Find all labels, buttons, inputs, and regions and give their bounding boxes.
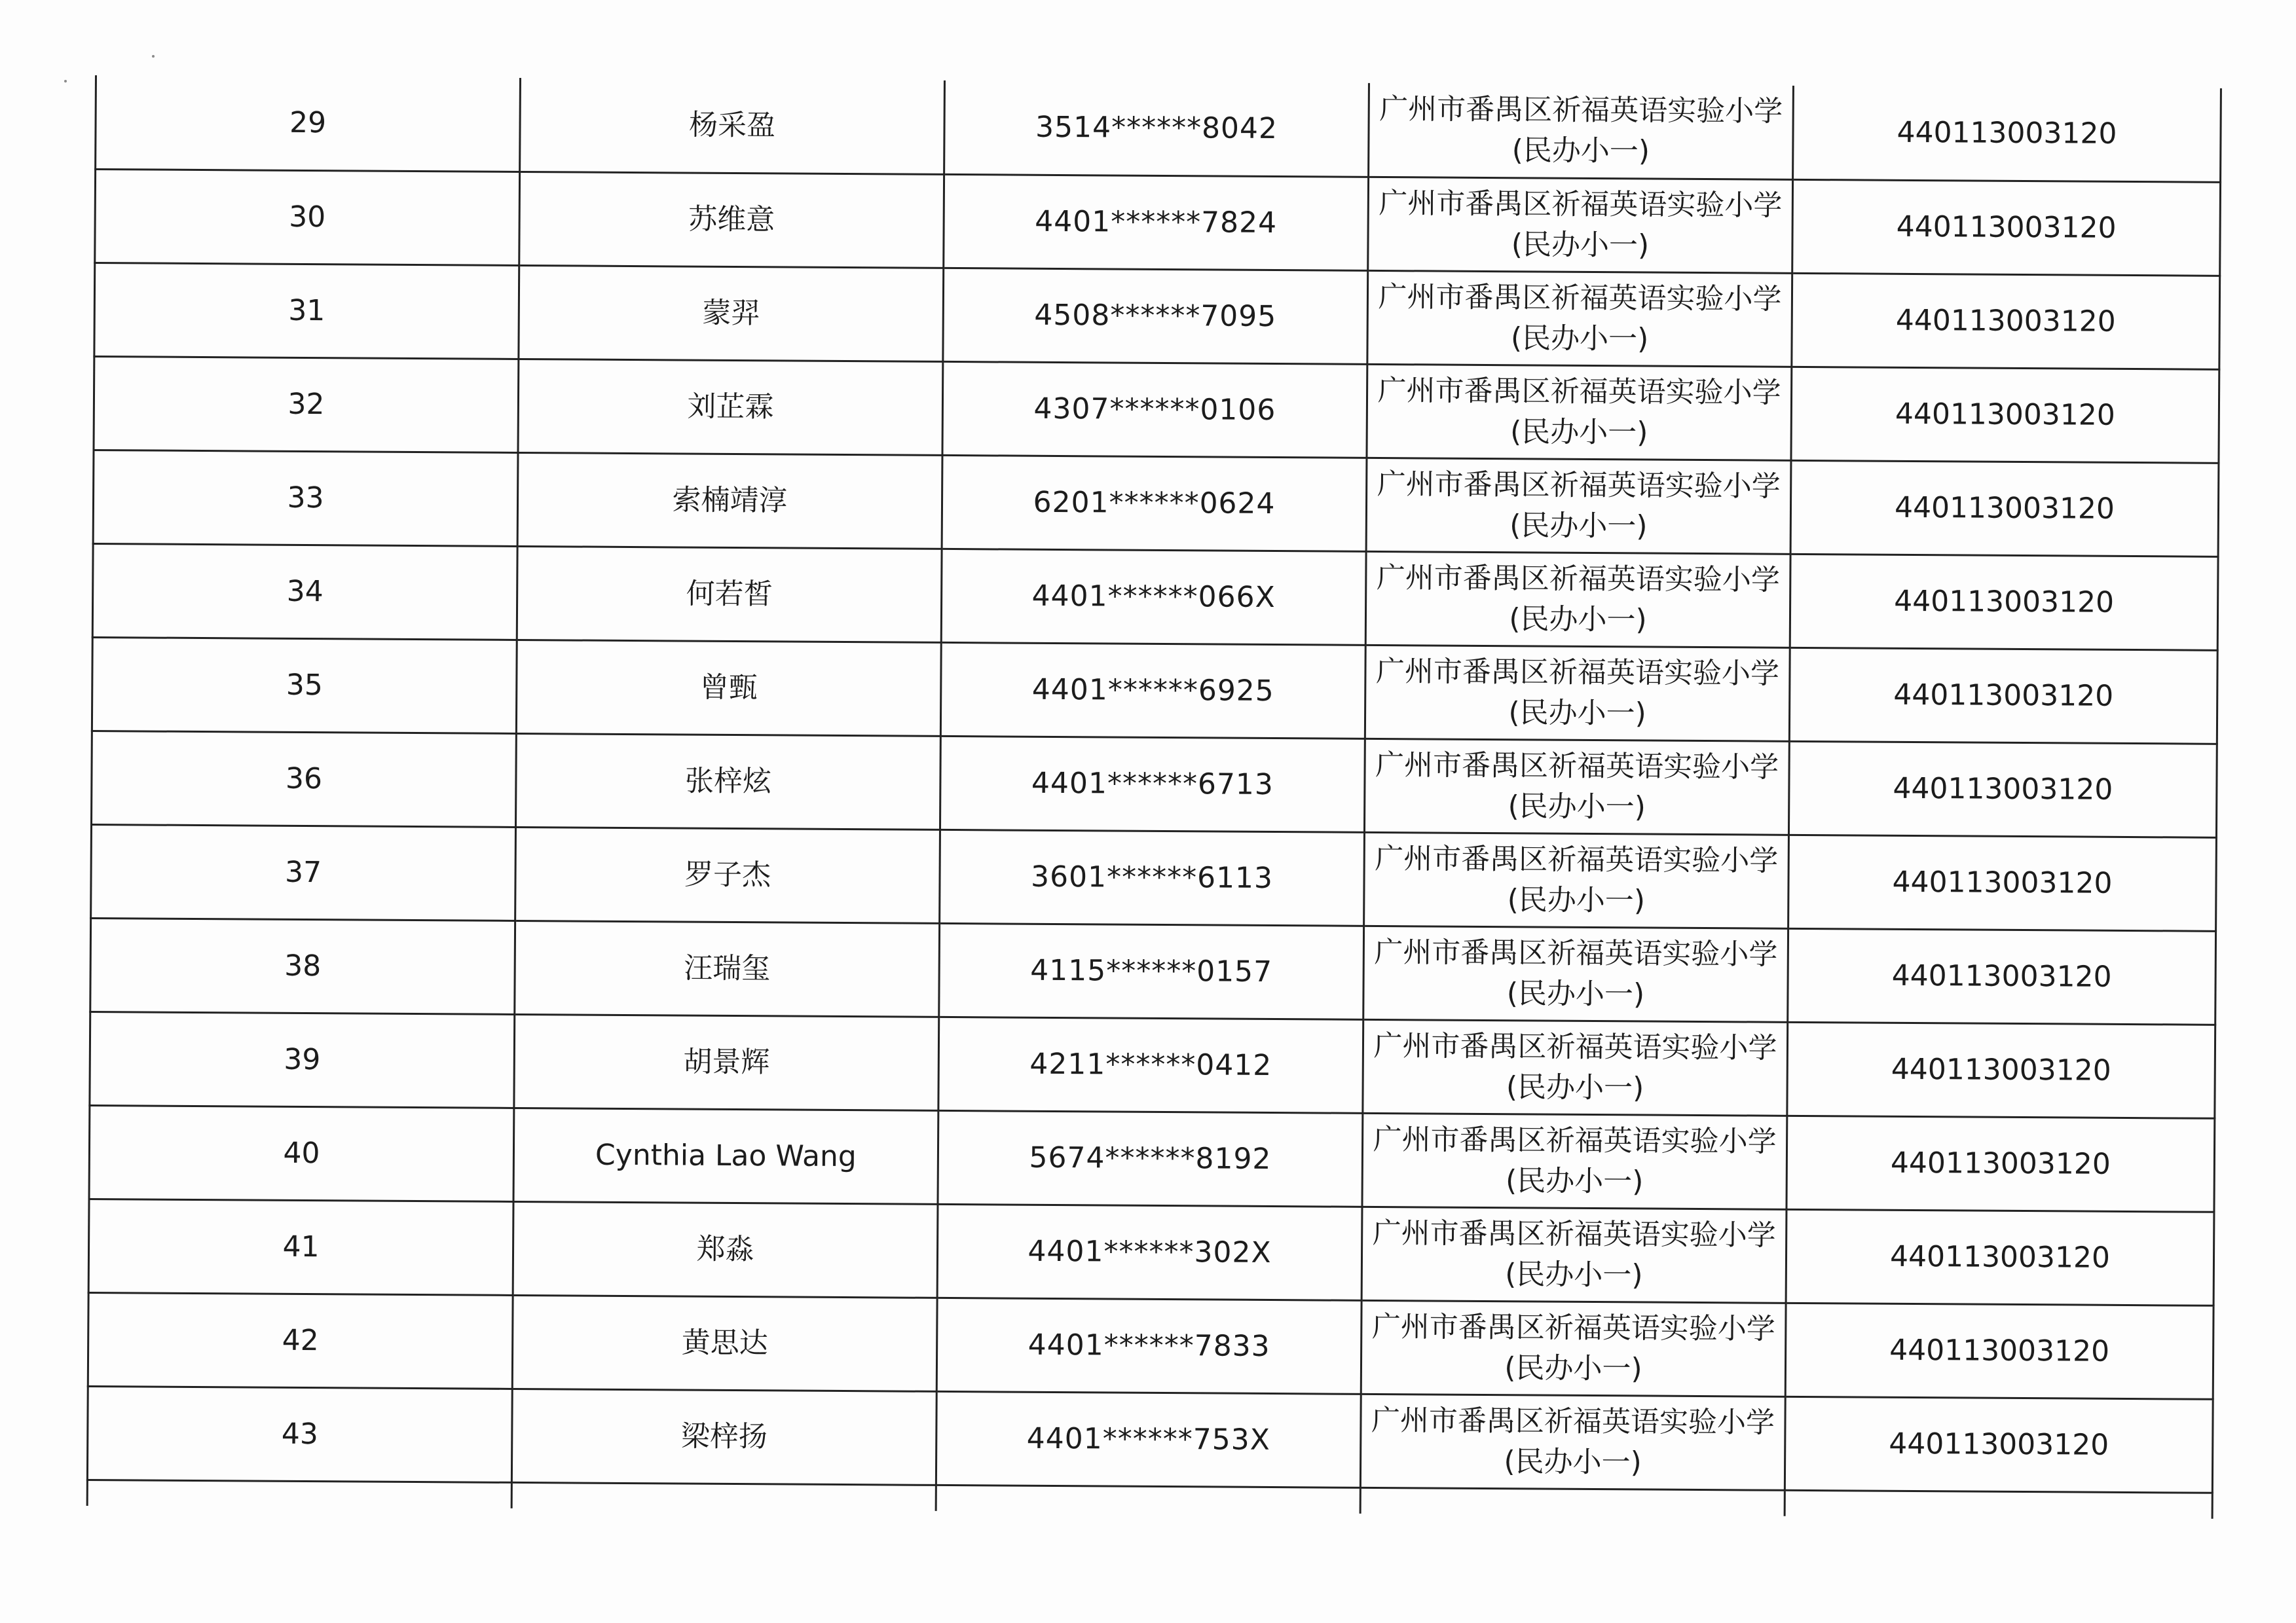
row-number-cell: 35: [92, 637, 517, 733]
school-name-line: 广州市番禺区祈福英语实验小学: [1373, 1122, 1777, 1159]
school-cell: [1365, 645, 1790, 741]
student-name-cell: 苏维意: [519, 172, 944, 268]
row-number-cell: 30: [95, 169, 520, 265]
school-name-line: 广州市番禺区祈福英语实验小学: [1375, 654, 1780, 691]
school-name-line: 广州市番禺区祈福英语实验小学: [1377, 373, 1781, 410]
school-type-line: (民办小一): [1506, 1070, 1644, 1104]
school-cell: [1363, 926, 1788, 1022]
table-row: [88, 1199, 2214, 1305]
school-type-line: (民办小一): [1510, 321, 1649, 356]
student-name-cell: 张梓炫: [515, 733, 940, 830]
id-number-cell: 6201******0624: [942, 455, 1367, 551]
student-name-cell: 曾甄: [516, 640, 941, 736]
school-name-line: 广州市番禺区祈福英语实验小学: [1371, 1309, 1776, 1346]
table-row: [92, 637, 2217, 744]
id-number-cell: 4401******302X: [937, 1204, 1362, 1300]
school-name-line: 广州市番禺区祈福英语实验小学: [1372, 1216, 1776, 1252]
school-type-line: (民办小一): [1509, 508, 1648, 543]
school-code-cell: 440113003120: [1785, 1303, 2213, 1399]
row-number-cell: 36: [92, 731, 517, 827]
row-number-cell: 34: [92, 543, 517, 640]
row-number-cell: 42: [88, 1292, 513, 1389]
school-cell: [1365, 551, 1790, 647]
table-row: [92, 731, 2217, 837]
school-type-line: (民办小一): [1505, 1163, 1644, 1198]
row-number-cell: 31: [94, 263, 519, 359]
roster-body: [87, 75, 2221, 1519]
student-name-cell: 梁梓扬: [511, 1389, 936, 1485]
school-code-cell: 440113003120: [1788, 928, 2216, 1025]
school-cell: [1364, 739, 1789, 835]
school-cell: [1362, 1113, 1787, 1209]
table-row: [95, 169, 2221, 276]
school-code-cell: 440113003120: [1790, 554, 2218, 650]
empty-cell: [1360, 1487, 1785, 1516]
school-type-line: (民办小一): [1504, 1351, 1642, 1385]
school-name-line: 广州市番禺区祈福英语实验小学: [1378, 280, 1782, 316]
school-type-line: (民办小一): [1504, 1444, 1642, 1479]
school-cell: [1361, 1300, 1786, 1396]
school-code-cell: 440113003120: [1789, 647, 2217, 744]
table-row: [90, 918, 2216, 1025]
row-number-cell: 37: [91, 824, 516, 921]
school-name-line: 广州市番禺区祈福英语实验小学: [1377, 467, 1781, 503]
school-cell: [1364, 832, 1789, 928]
scan-speck: [152, 55, 155, 58]
school-code-cell: 440113003120: [1791, 367, 2219, 463]
table-row: [96, 75, 2221, 182]
school-cell: [1360, 1394, 1785, 1490]
table-row: [92, 543, 2218, 650]
roster-table-container: [86, 75, 2220, 1519]
school-cell: [1369, 83, 1794, 179]
table-row: [88, 1292, 2213, 1399]
student-name-cell: 罗子杰: [515, 827, 940, 923]
school-code-cell: 440113003120: [1790, 460, 2219, 556]
table-row: [90, 1012, 2215, 1118]
student-name-cell: 何若皙: [517, 546, 942, 642]
empty-cell: [936, 1485, 1360, 1514]
table-row: [94, 356, 2219, 463]
school-name-line: 广州市番禺区祈福英语实验小学: [1375, 748, 1779, 784]
school-code-cell: 440113003120: [1787, 1022, 2215, 1118]
row-number-cell: 38: [90, 918, 515, 1014]
school-type-line: (民办小一): [1506, 976, 1645, 1011]
school-name-line: 广州市番禺区祈福英语实验小学: [1374, 935, 1778, 972]
school-cell: [1367, 364, 1792, 460]
school-type-line: (民办小一): [1511, 133, 1650, 168]
school-type-line: (民办小一): [1509, 602, 1647, 636]
id-number-cell: 4401******6925: [940, 642, 1365, 739]
school-code-cell: 440113003120: [1792, 273, 2220, 369]
school-code-cell: 440113003120: [1786, 1209, 2214, 1305]
student-name-cell: 胡景辉: [514, 1014, 939, 1110]
id-number-cell: 4401******753X: [936, 1391, 1361, 1487]
student-roster-table: [86, 75, 2222, 1519]
school-name-line: 广州市番禺区祈福英语实验小学: [1375, 841, 1779, 878]
table-row: [94, 263, 2220, 369]
id-number-cell: 4401******066X: [941, 549, 1366, 645]
row-number-cell: 32: [94, 356, 519, 452]
student-name-cell: 郑淼: [513, 1201, 938, 1298]
school-type-line: (民办小一): [1507, 883, 1646, 917]
empty-cell: [1785, 1490, 2212, 1519]
school-code-cell: 440113003120: [1792, 179, 2221, 276]
school-name-line: 广州市番禺区祈福英语实验小学: [1379, 92, 1783, 128]
table-row: [87, 1386, 2213, 1493]
id-number-cell: 4401******7824: [944, 174, 1369, 270]
empty-cell: [87, 1480, 511, 1508]
school-code-cell: 440113003120: [1785, 1396, 2213, 1493]
school-cell: [1363, 1019, 1788, 1116]
school-code-cell: 440113003120: [1788, 835, 2217, 931]
table-row: [91, 824, 2217, 931]
student-name-cell: Cynthia Lao Wang: [513, 1108, 938, 1204]
school-code-cell: 440113003120: [1787, 1116, 2215, 1212]
id-number-cell: 4307******0106: [942, 361, 1367, 458]
student-name-cell: 汪瑞玺: [515, 921, 940, 1017]
row-number-cell: 33: [93, 450, 518, 546]
scan-speck: [64, 80, 67, 82]
row-number-cell: 39: [90, 1012, 515, 1108]
student-name-cell: 黄思达: [512, 1295, 937, 1391]
school-type-line: (民办小一): [1511, 227, 1650, 263]
id-number-cell: 4401******7833: [936, 1298, 1361, 1394]
id-number-cell: 4401******6713: [940, 736, 1365, 832]
school-cell: [1366, 458, 1791, 554]
school-cell: [1368, 177, 1793, 273]
school-type-line: (民办小一): [1509, 414, 1648, 449]
row-number-cell: 29: [96, 75, 521, 172]
school-name-line: 广州市番禺区祈福英语实验小学: [1373, 1029, 1777, 1065]
school-name-line: 广州市番禺区祈福英语实验小学: [1371, 1403, 1775, 1440]
school-type-line: (民办小一): [1505, 1257, 1643, 1292]
student-name-cell: 杨采盈: [520, 78, 945, 174]
school-name-line: 广州市番禺区祈福英语实验小学: [1376, 560, 1780, 597]
id-number-cell: 3601******6113: [940, 830, 1365, 926]
id-number-cell: 4508******7095: [943, 268, 1368, 364]
empty-cell: [511, 1482, 936, 1511]
row-number-cell: 43: [87, 1386, 512, 1482]
school-code-cell: 440113003120: [1793, 86, 2221, 182]
row-number-cell: 41: [88, 1199, 513, 1295]
id-number-cell: 4211******0412: [938, 1017, 1363, 1113]
school-type-line: (民办小一): [1508, 789, 1646, 824]
row-number-cell: 40: [89, 1105, 514, 1201]
school-name-line: 广州市番禺区祈福英语实验小学: [1379, 186, 1783, 223]
id-number-cell: 3514******8042: [944, 81, 1369, 177]
id-number-cell: 5674******8192: [938, 1110, 1363, 1207]
school-cell: [1361, 1207, 1787, 1303]
student-name-cell: 蒙羿: [519, 265, 944, 361]
student-name-cell: 索楠靖淳: [517, 452, 942, 549]
table-row: [93, 450, 2219, 556]
school-type-line: (民办小一): [1508, 695, 1646, 730]
table-row: [89, 1105, 2215, 1212]
school-code-cell: 440113003120: [1788, 741, 2217, 837]
student-name-cell: 刘芷霖: [518, 359, 943, 455]
school-cell: [1367, 270, 1792, 367]
id-number-cell: 4115******0157: [939, 923, 1364, 1019]
